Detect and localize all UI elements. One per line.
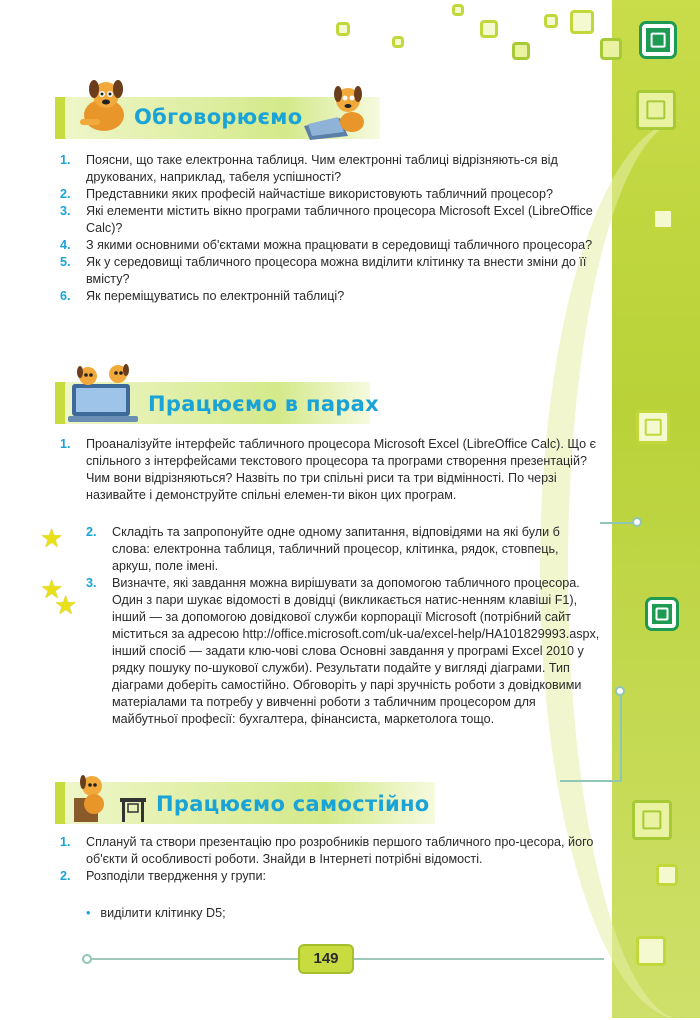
list-item (60, 288, 600, 305)
decor-dot (632, 517, 642, 527)
item-number: 4. (60, 238, 71, 252)
list-item (86, 575, 600, 728)
decor-square (512, 42, 530, 60)
item-text: Складіть та запропонуйте одне одному запитання, відповідями на які були б слова: електронна таблиця, табличний процесор, клітинка, рядок, стовпець, аркуш, поле імені. (112, 525, 560, 573)
page-number: 149 (313, 950, 339, 967)
alone-bullet (86, 905, 586, 922)
footer-line (354, 958, 604, 960)
star-icon: ★ (40, 574, 64, 604)
decor-square (636, 410, 670, 444)
list-item (60, 203, 600, 237)
dog-mascot-illustration (72, 75, 134, 139)
item-number: 5. (60, 255, 71, 269)
decor-line (620, 690, 622, 780)
bullet-mark: • (86, 906, 91, 920)
item-text: Як переміщуватись по електронній таблиці? (86, 289, 345, 303)
star-icon: ★ (40, 523, 64, 553)
decor-square (652, 208, 674, 230)
item-text: Які елементи містить вікно програми табличного процесора Microsoft Excel (LibreOffice Calc)? (86, 204, 593, 235)
item-number: 1. (60, 153, 71, 167)
section-title-discuss: Обговорюємо (134, 105, 303, 129)
decor-dot (82, 954, 92, 964)
item-text: Проаналізуйте інтерфейс табличного процесора Microsoft Excel (LibreOffice Calc). Що є спільного з інтерфейсами текстового процесора та програми створення презентацій? Чим вони відрізняються? Назвіть по три спільні риси та три відмінності. По черзі називайте і демонструйте спільні елемен-ти вікон цих програм. (86, 437, 597, 502)
item-number: 2. (86, 525, 97, 539)
item-text: Сплануй та створи презентацію про розробників першого табличного про-цесора, його об'єкти й особливості роботи. Знайди в Інтернеті потрібні відомості. (86, 835, 594, 866)
item-number: 3. (86, 576, 97, 590)
decor-square (336, 22, 350, 36)
alone-task-list (60, 834, 600, 885)
decor-dot (615, 686, 625, 696)
pairs-task-list-starred (86, 524, 600, 728)
decor-square (632, 800, 672, 840)
list-item (60, 834, 600, 868)
item-number: 6. (60, 289, 71, 303)
item-text: Поясни, що таке електронна таблиця. Чим електронні таблиці відрізняють-ся від друкованих, наприклад, табеля успішності? (86, 153, 558, 184)
dog-at-desk-illustration (70, 768, 150, 826)
item-number: 1. (60, 835, 71, 849)
decor-square (480, 20, 498, 38)
item-number: 3. (60, 204, 71, 218)
item-text: Як у середовищі табличного процесора можна виділити клітинку та внести зміни до її вмісту? (86, 255, 587, 286)
bullet-text: виділити клітинку D5; (100, 906, 226, 920)
page-number-box (298, 944, 354, 974)
decor-square (452, 4, 464, 16)
item-number: 2. (60, 869, 71, 883)
list-item (60, 868, 600, 885)
list-item (60, 436, 600, 504)
decor-square (636, 936, 666, 966)
list-item (60, 237, 600, 254)
list-item (60, 152, 600, 186)
list-item (60, 186, 600, 203)
list-item (60, 254, 600, 288)
discuss-question-list (60, 152, 600, 305)
decor-square (648, 600, 676, 628)
item-text: З якими основними об'єктами можна працювати в середовищі табличного процесора? (86, 238, 593, 252)
dog-with-laptop-illustration (300, 78, 370, 140)
star-icon: ★ (54, 590, 78, 620)
item-text: Розподіли твердження у групи: (86, 869, 267, 883)
decor-square (544, 14, 558, 28)
decor-line (560, 780, 622, 782)
dogs-with-laptop-illustration (66, 362, 148, 428)
item-text: Представники яких професій найчастіше використовують табличний процесор? (86, 187, 553, 201)
pairs-task-list (60, 436, 600, 504)
decor-square (656, 864, 678, 886)
decor-square (600, 38, 622, 60)
decor-square (570, 10, 594, 34)
list-item (86, 524, 600, 575)
section-title-alone: Працюємо самостійно (156, 792, 430, 816)
decor-square (392, 36, 404, 48)
item-text: Визначте, які завдання можна вирішувати за допомогою табличного процесора. Один з пари шукає відомості в довідці (викликається натис-ненням клавіші F1), інший — за допомогою довідкової служби корпорації Microsoft (потрібний сайт міститься за адресою http://office.microsoft.com/uk-ua/excel-help/HA101829993.aspx, інший спосіб — задати клю-чові слова Основні завдання у програмі Excel 2010 у рядку пошуку по-шукової служби). Результати подайте у вигляді діаграми. Тип діаграми доберіть самостійно. Обговоріть у парі зручність роботи з довідковими матеріалами та потребу у вивченні роботи з табличним процесором для майбутньої професії: бухгалтера, фінансиста, маркетолога тощо. (112, 576, 600, 726)
item-number: 2. (60, 187, 71, 201)
decor-square (636, 90, 676, 130)
footer-line (90, 958, 298, 960)
decor-square (642, 24, 674, 56)
item-number: 1. (60, 437, 71, 451)
section-title-pairs: Працюємо в парах (148, 392, 379, 416)
